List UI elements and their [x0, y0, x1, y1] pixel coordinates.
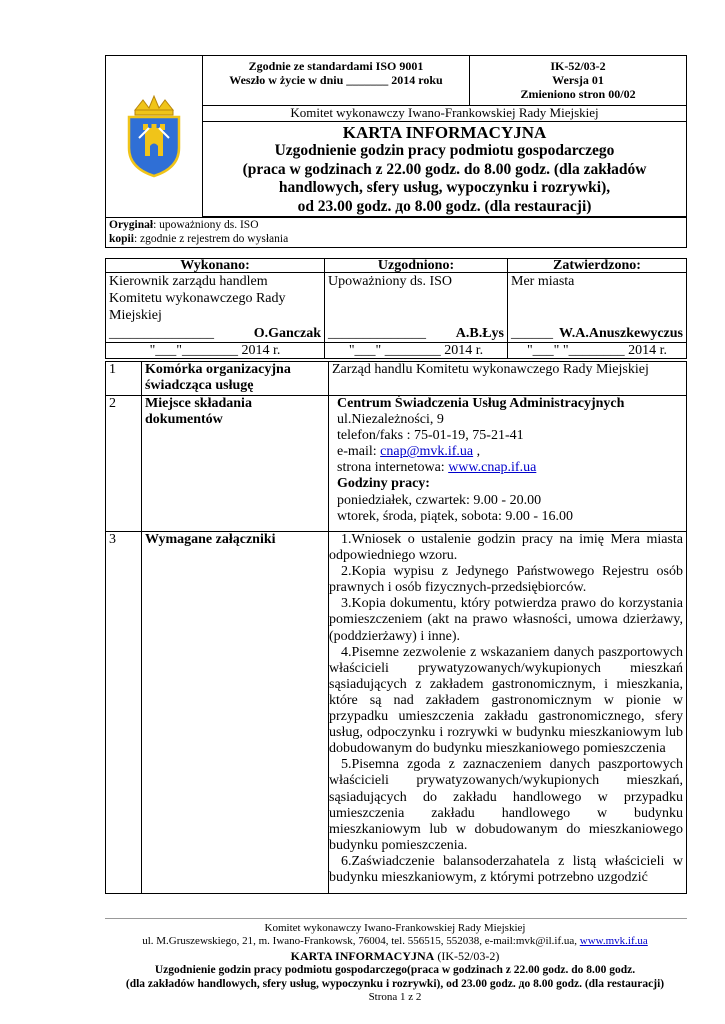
committee-name: Komitet wykonawczy Iwano-Frankowskiej Rady Miejskiej: [203, 106, 687, 122]
signer-name: A.B.Łys: [455, 326, 504, 341]
footer-divider: [105, 918, 687, 919]
iso-line-1: Zgodnie ze standardami ISO 9001: [248, 59, 424, 73]
footer-subject-1: Uzgodnienie godzin pracy podmiotu gospodarczego(praca w godzinach z 22.00 godz. do 8.00 godz.: [154, 963, 636, 976]
center-phone: telefon/faks : 75-01-19, 75-21-41: [337, 428, 524, 444]
heading-approved: Zatwierdzono:: [508, 259, 687, 273]
center-address: ul.Niezależności, 9: [337, 412, 444, 428]
date-executed: "___"________ 2014 r.: [106, 343, 325, 359]
center-email-line: e-mail: cnap@mvk.if.ua ,: [337, 444, 481, 460]
website-link[interactable]: www.cnap.if.ua: [448, 460, 537, 476]
signer-name: O.Ganczak: [253, 326, 321, 341]
role-line-1: Upoważniony ds. ISO: [328, 274, 453, 289]
attachment-item: 6.Zaświadczenie balansoderzahatela z listą właścicieli w budynku mieszkaniowym, z którymi potrzebno uzgodzić: [329, 853, 683, 885]
hours-line-2: wtorek, środa, piątek, sobota: 9.00 - 16.00: [337, 508, 574, 524]
signature-executed: [106, 273, 325, 343]
row-number: 3: [106, 532, 142, 894]
signature-approved: [508, 273, 687, 343]
city-crest-icon: [123, 92, 185, 178]
signature-line-agreed: ______________ A.B.Łys: [328, 326, 504, 341]
document-code: IK-52/03-2: [550, 59, 606, 73]
row-label: Wymagane załączniki: [142, 532, 329, 894]
footer-card-line: KARTA INFORMACYJNA (IK-52/03-2): [290, 948, 500, 963]
date-agreed: "___" ________ 2014 r.: [325, 343, 508, 359]
hours-heading: Godziny pracy:: [337, 476, 430, 492]
row-number: 1: [106, 362, 142, 396]
iso-cell: [203, 56, 470, 106]
attachment-item: 2.Kopia wypisu z Jedynego Państwowego Rejestru osób prawnych i osób fizycznych-przedsiębiorców.: [329, 564, 683, 596]
heading-agreed: Uzgodniono:: [325, 259, 508, 273]
card-subtitle-4: od 23.00 godz. до 8.00 godz. (dla restauracji): [297, 197, 592, 215]
signatures-table: [105, 258, 687, 359]
card-subtitle-3: handlowych, sfery usług, wypoczynku i rozrywki),: [278, 179, 611, 196]
signature-line-executed: _______________ O.Ganczak: [109, 326, 321, 341]
footer-address-line: ul. M.Gruszewskiego, 21, m. Iwano-Frankowsk, 76004, tel. 556515, 552038, e-mail:mvk@il.if.ua, www.mvk.if.ua: [142, 935, 648, 948]
attachment-item: 3.Kopia dokumentu, który potwierdza prawo do korzystania pomieszczeniem (akt na prawo własności, umowa dzierżawy, (poddzierżawy) i inne).: [329, 596, 683, 644]
footer-subject-2: (dla zakładów handlowych, sfery usług, wypoczynku i rozrywki), od 23.00 godz. до 8.00 godz. (dla restauracji): [125, 977, 665, 990]
center-name: Centrum Świadczenia Usług Administracyjnych: [337, 396, 625, 411]
row-value-department: Zarząd handlu Komitetu wykonawczego Rady Miejskiej: [329, 362, 687, 396]
attachment-item: 1.Wniosek o ustalenie godzin pracy na imię Mera miasta odpowiedniego wzoru.: [329, 532, 683, 564]
date-approved: "___" "________ 2014 r.: [508, 343, 687, 359]
card-title: KARTA INFORMACYJNA: [342, 123, 547, 142]
footer-committee: Komitet wykonawczy Iwano-Frankowskiej Rady Miejskiej: [264, 922, 526, 934]
row-label: Komórka organizacyjna świadcząca usługę: [142, 362, 329, 396]
original-line: Oryginał: upoważniony ds. ISO: [109, 219, 259, 231]
page-number: Strona 1 z 2: [368, 990, 422, 1003]
main-table: [105, 361, 687, 894]
row-value-attachments: [329, 532, 687, 894]
crest-cell: [106, 56, 203, 218]
pages-changed: Zmieniono stron 00/02: [520, 87, 636, 101]
attachment-item: 4.Pisemne zezwolenie z wskazaniem danych paszportowych właścicieli prywatyzowanych/wykupionych mieszkań sąsiadujących z zakładem gastronomicznym, i mieszkania, które są nad zakładem gastronomicznym w pionie w przypadku umieszczenia zakładu gastronomicznego, sfery usług, odpoczynku i rozrywki w budynku mieszkaniowym lub dobudowanym do budynku mieszkaniowego pomieszczenia: [329, 644, 683, 757]
footer: [80, 922, 710, 1004]
signature-agreed: [325, 273, 508, 343]
card-subtitle-2: (praca w godzinach z 22.00 godz. do 8.00 godz. (dla zakładów: [242, 160, 647, 178]
signer-name: W.A.Anuszkewyczus: [559, 326, 683, 341]
copies-line: kopii: zgodnie z rejestrem do wysłania: [109, 232, 289, 245]
signature-line-approved: ______ W.A.Anuszkewyczus: [511, 326, 683, 341]
center-web-line: strona internetowa: www.cnap.if.ua: [337, 460, 537, 476]
attachment-item: 5.Pisemna zgoda z zaznaczeniem danych paszportowych właścicieli prywatyzowanych/wykupionych mieszkań, sąsiadujących do zakładu handlowego w przypadku umieszczenia zakładu handlowego w budynku mieszkaniowym lub w dobudowanym do mieszkaniowego budynku pomieszczenia.: [329, 757, 683, 853]
email-link[interactable]: cnap@mvk.if.ua: [380, 444, 474, 460]
role-line-1: Kierownik zarządu handlem: [109, 274, 268, 289]
code-cell: [470, 56, 687, 106]
document-version: Wersja 01: [552, 73, 604, 87]
row-value-location: [329, 396, 687, 532]
distribution-cell: [106, 218, 687, 248]
heading-executed: Wykonano:: [106, 259, 325, 273]
role-line-2: Komitetu wykonawczego Rady: [109, 291, 286, 306]
header-table: [105, 55, 687, 248]
card-subtitle-1: Uzgodnienie godzin pracy podmiotu gospodarczego: [274, 142, 615, 159]
iso-line-2: Weszło w życie w dniu _______ 2014 roku: [229, 73, 443, 87]
hours-line-1: poniedziałek, czwartek: 9.00 - 20.00: [337, 492, 542, 508]
row-number: 2: [106, 396, 142, 532]
title-cell: [203, 122, 687, 217]
row-label: Miejsce składania dokumentów: [142, 396, 329, 532]
footer-website-link[interactable]: www.mvk.if.ua: [579, 935, 648, 948]
role-line-3: Miejskiej: [109, 308, 162, 323]
role-line-1: Mer miasta: [511, 274, 575, 289]
